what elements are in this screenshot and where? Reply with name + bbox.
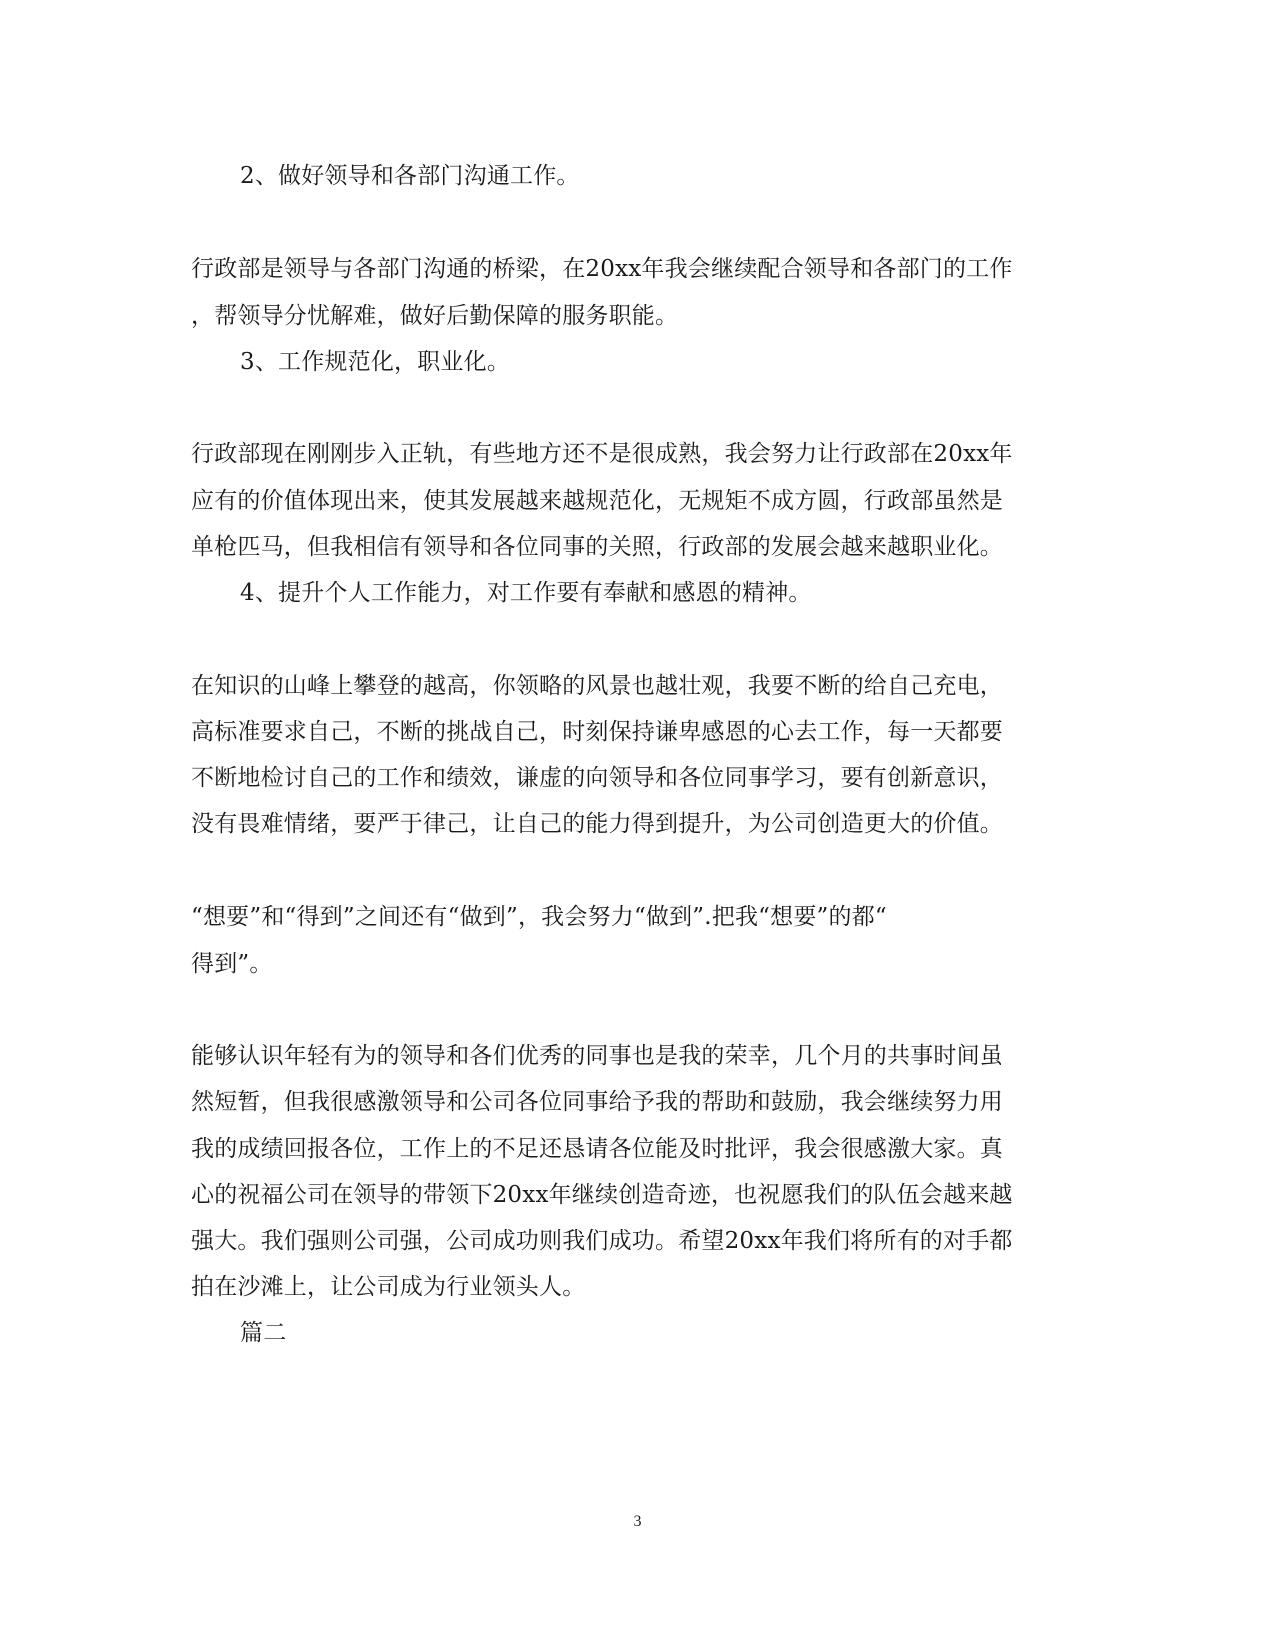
paragraph-line: 心的祝福公司在领导的带领下20xx年继续创造奇迹，也祝愿我们的队伍会越来越 (191, 1182, 1013, 1208)
section-title-part-two: 篇二 (240, 1320, 287, 1346)
paragraph-line: ，帮领导分忧解难，做好后勤保障的服务职能。 (191, 303, 679, 329)
paragraph-line: 没有畏难情绪，要严于律己，让自己的能力得到提升，为公司创造更大的价值。 (191, 811, 1003, 837)
paragraph-line: 然短暂，但我很感激领导和公司各位同事给予我的帮助和鼓励，我会继续努力用 (191, 1089, 1003, 1115)
paragraph-line: 行政部现在刚刚步入正轨，有些地方还不是很成熟，我会努力让行政部在20xx年 (191, 441, 1013, 467)
paragraph-line: 应有的价值体现出来，使其发展越来越规范化，无规矩不成方圆，行政部虽然是 (191, 488, 1003, 514)
paragraph-line: 得到”。 (191, 951, 273, 977)
paragraph-line: 我的成绩回报各位，工作上的不足还恳请各位能及时批评，我会很感激大家。真 (191, 1136, 1003, 1162)
paragraph-line: 单枪匹马，但我相信有领导和各位同事的关照，行政部的发展会越来越职业化。 (191, 534, 1003, 560)
paragraph-line: 高标准要求自己，不断的挑战自己，时刻保持谦卑感恩的心去工作，每一天都要 (191, 719, 1003, 745)
paragraph-line: “想要”和“得到”之间还有“做到”，我会努力“做到”.把我“想要”的都“ (191, 904, 887, 930)
paragraph-line: 拍在沙滩上，让公司成为行业领头人。 (191, 1274, 586, 1300)
paragraph-line: 不断地检讨自己的工作和绩效，谦虚的向领导和各位同事学习，要有创新意识， (191, 765, 1003, 791)
paragraph-line: 行政部是领导与各部门沟通的桥梁，在20xx年我会继续配合领导和各部门的工作 (191, 256, 1013, 282)
section-heading-2: 2、做好领导和各部门沟通工作。 (240, 163, 580, 189)
section-heading-3: 3、工作规范化，职业化。 (240, 349, 511, 375)
paragraph-line: 强大。我们强则公司强，公司成功则我们成功。希望20xx年我们将所有的对手都 (191, 1228, 1013, 1254)
paragraph-line: 在知识的山峰上攀登的越高，你领略的风景也越壮观，我要不断的给自己充电， (191, 673, 1003, 699)
page-number: 3 (633, 1513, 642, 1530)
section-heading-4: 4、提升个人工作能力，对工作要有奉献和感恩的精神。 (240, 580, 812, 606)
paragraph-line: 能够认识年轻有为的领导和各们优秀的同事也是我的荣幸，几个月的共事时间虽 (191, 1043, 1003, 1069)
